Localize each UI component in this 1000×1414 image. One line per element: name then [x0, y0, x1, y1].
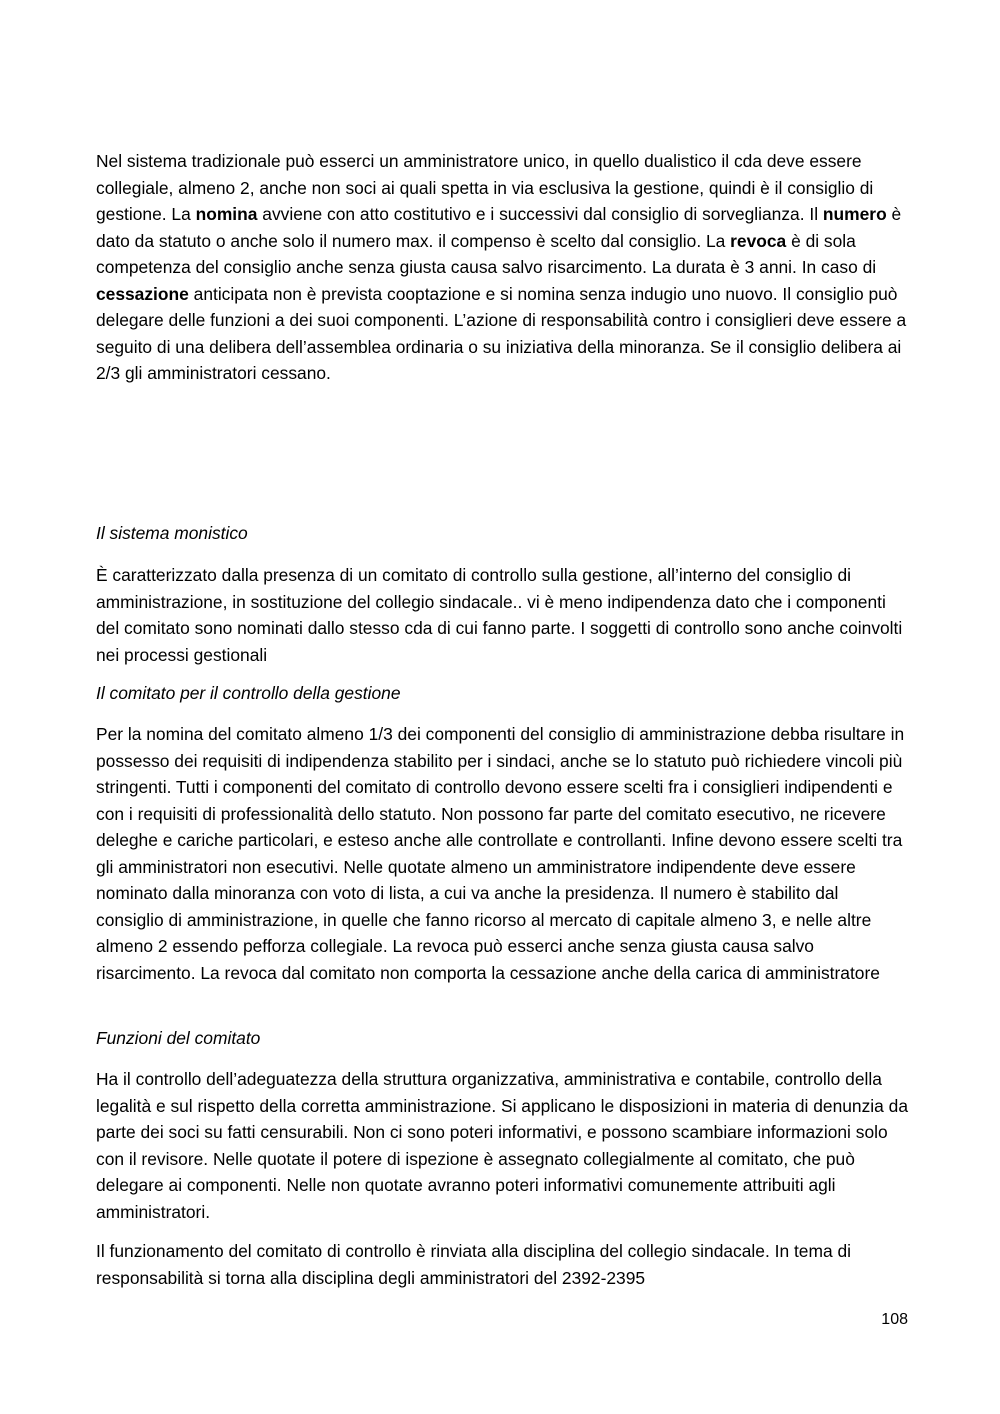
- intro-text-4: è di sola competenza del consiglio anche senza giusta causa salvo risarcimento. La durata è 3 anni. In caso di: [96, 230, 877, 277]
- term-numero: numero: [822, 204, 887, 224]
- intro-paragraph: [96, 148, 908, 387]
- intro-text-1: Nel sistema tradizionale può esserci un amministratore unico, in quello dualistico il cda deve essere collegiale, almeno 2, anche non soci ai quali spetta in via esclusiva la gestione, quindi è il consiglio di gestione. La: [96, 151, 874, 224]
- heading-funzioni-comitato: Funzioni del comitato: [96, 1028, 261, 1048]
- paragraph-funzioni-comitato: Ha il controllo dell’adeguatezza della struttura organizzativa, amministrativa e contabile, controllo della legalità e sul rispetto della corretta amministrazione. Si applicano le disposizioni in materia di denunzia da parte dei soci su fatti censurabili. Non ci sono poteri informativi, e possono scambiare informazioni solo con il revisore. Nelle quotate il potere di ispezione è assegnato collegialmente al comitato, che può delegare ai componenti. Nelle non quotate avranno poteri informativi comunemente attribuiti agli amministratori.: [96, 1069, 909, 1222]
- intro-text-2: avviene con atto costitutivo e i successivi dal consiglio di sorveglianza. Il: [257, 204, 823, 224]
- paragraph-comitato-controllo: Per la nomina del comitato almeno 1/3 dei componenti del consiglio di amministrazione debba risultare in possesso dei requisiti di indipendenza stabilito per i sindaci, anche se lo statuto può richiedere vincoli più stringenti. Tutti i componenti del comitato di controllo devono essere scelti fra i consiglieri indipendenti e con i requisiti di professionalità dello statuto. Non possono far parte del comitato esecutivo, ne ricevere deleghe e cariche particolari, e esteso anche alle controllate e controllanti. Infine devono essere scelti tra gli amministratori non esecutivi. Nelle quotate almeno un amministratore indipendente deve essere nominato dalla minoranza con voto di lista, a cui va anche la presidenza. Il numero è stabilito dal consiglio di amministrazione, in quelle che fanno ricorso al mercato di capitale almeno 3, e nelle altre almeno 2 essendo pefforza collegiale. La revoca può esserci anche senza giusta causa salvo risarcimento. La revoca dal comitato non comporta la cessazione anche della carica di amministratore: [96, 724, 905, 983]
- page-number: 108: [881, 1311, 908, 1328]
- heading-comitato-controllo: Il comitato per il controllo della gestione: [96, 683, 401, 703]
- intro-text-3: è dato da statuto o anche solo il numero max. il compenso è scelto dal consiglio. La: [96, 204, 902, 251]
- paragraph-funzionamento: Il funzionamento del comitato di controllo è rinviata alla disciplina del collegio sindacale. In tema di responsabilità si torna alla disciplina degli amministratori del 2392-2395: [96, 1241, 851, 1288]
- term-cessazione: cessazione: [96, 283, 189, 304]
- term-nomina: nomina: [195, 204, 258, 224]
- term-revoca: revoca: [730, 230, 787, 251]
- heading-sistema-monistico: Il sistema monistico: [96, 523, 248, 543]
- paragraph-sistema-monistico: È caratterizzato dalla presenza di un comitato di controllo sulla gestione, all’interno del consiglio di amministrazione, in sostituzione del collegio sindacale.. vi è meno indipendenza dato che i componenti del comitato sono nominati dallo stesso cda di cui fanno parte. I soggetti di controllo sono anche coinvolti nei processi gestionali: [96, 565, 903, 665]
- intro-text-5: anticipata non è prevista cooptazione e si nomina senza indugio uno nuovo. Il consiglio può delegare delle funzioni a dei suoi componenti. L’azione di responsabilità contro i consiglieri deve essere a seguito di una delibera dell’assemblea ordinaria o su iniziativa della minoranza. Se il consiglio delibera ai 2/3 gli amministratori cessano.: [96, 283, 907, 383]
